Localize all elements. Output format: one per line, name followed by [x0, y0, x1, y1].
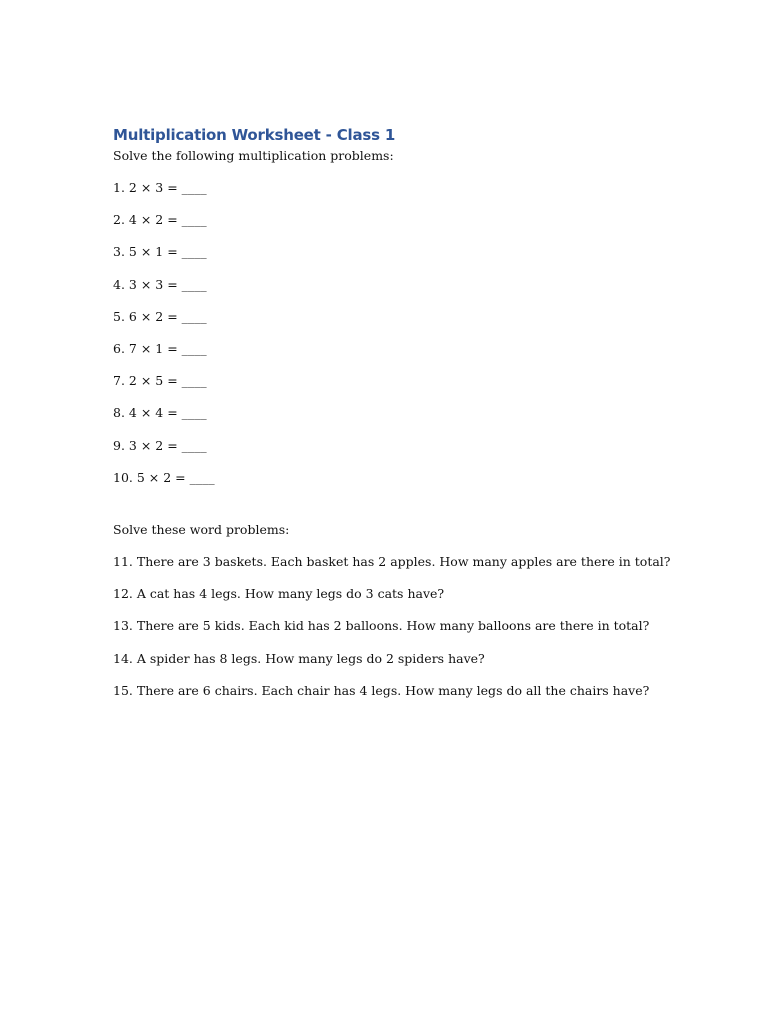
worksheet-content: [113, 124, 713, 698]
worksheet-title: Multiplication Worksheet - Class 1: [113, 126, 396, 144]
multiplication-problem-list: [113, 178, 713, 488]
problem-item: 2. 4 × 2 = ____: [113, 212, 207, 228]
word-problems-heading: Solve these word problems:: [113, 522, 290, 537]
word-problem-item: 11. There are 3 baskets. Each basket has 2 apples. How many apples are there in total?: [113, 554, 671, 569]
word-problem-item: 12. A cat has 4 legs. How many legs do 3 cats have?: [113, 586, 445, 602]
word-problem-item: 15. There are 6 chairs. Each chair has 4 legs. How many legs do all the chairs have?: [113, 682, 650, 698]
problem-item: 9. 3 × 2 = ____: [113, 437, 207, 453]
problem-item: 7. 2 × 5 = ____: [113, 373, 207, 389]
problem-item: 4. 3 × 3 = ____: [113, 276, 207, 292]
problem-item: 1. 2 × 3 = ____: [113, 180, 207, 195]
word-problem-item: 14. A spider has 8 legs. How many legs do 2 spiders have?: [113, 650, 485, 666]
problem-item: 6. 7 × 1 = ____: [113, 340, 207, 356]
word-problem-list: [113, 552, 733, 713]
worksheet-intro: Solve the following multiplication problems:: [113, 148, 394, 163]
problem-item: 3. 5 × 1 = ____: [113, 244, 207, 260]
problem-item: 10. 5 × 2 = ____: [113, 469, 215, 485]
word-problem-item: 13. There are 5 kids. Each kid has 2 balloons. How many balloons are there in total?: [113, 618, 650, 634]
problem-item: 8. 4 × 4 = ____: [113, 405, 207, 421]
problem-item: 5. 6 × 2 = ____: [113, 308, 207, 324]
